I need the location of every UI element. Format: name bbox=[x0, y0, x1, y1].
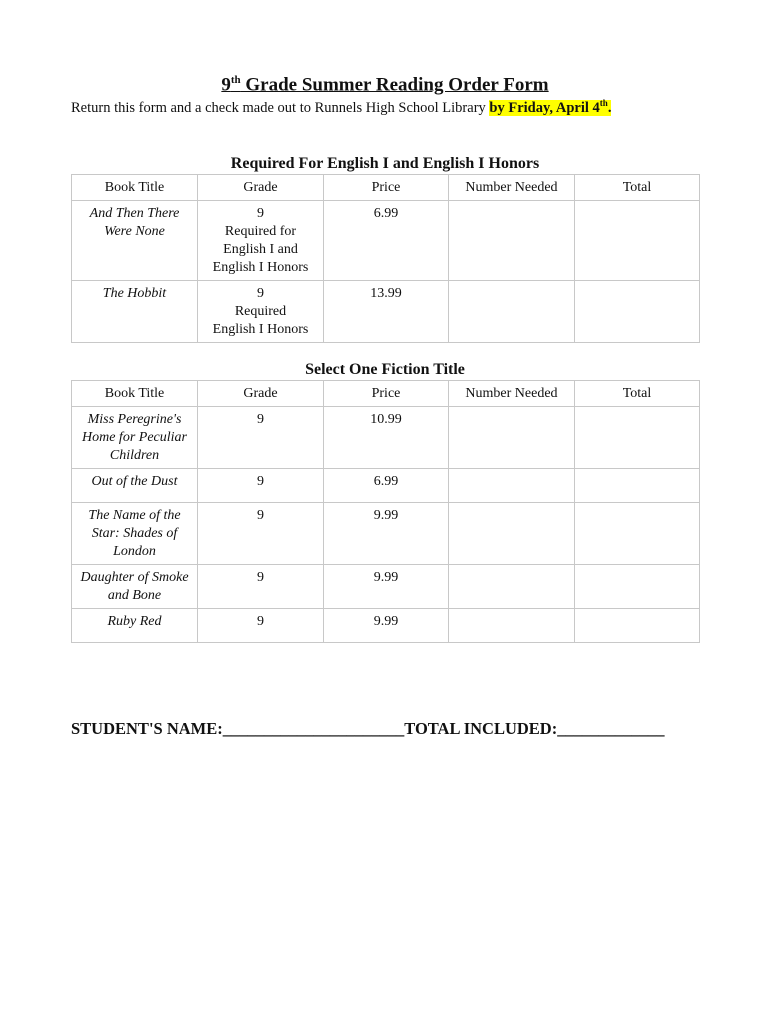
deadline-superscript: th bbox=[599, 98, 608, 108]
total-cell[interactable] bbox=[575, 469, 700, 503]
price-cell: 13.99 bbox=[324, 281, 449, 343]
book-title-cell: And Then There Were None bbox=[72, 201, 198, 281]
title-superscript: th bbox=[230, 74, 241, 86]
deadline-period: . bbox=[607, 99, 612, 116]
price-cell: 9.99 bbox=[324, 609, 449, 643]
title-number: 9 bbox=[221, 74, 231, 96]
book-title-cell: Ruby Red bbox=[72, 609, 198, 643]
number-needed-cell[interactable] bbox=[449, 407, 575, 469]
grade-cell: 9 bbox=[198, 609, 324, 643]
table-row bbox=[72, 407, 700, 469]
column-header: Grade bbox=[198, 175, 324, 201]
table-row bbox=[72, 503, 700, 565]
grade-line: Required for bbox=[224, 224, 297, 239]
price-cell: 9.99 bbox=[324, 565, 449, 609]
total-cell[interactable] bbox=[575, 201, 700, 281]
student-name-label: STUDENT'S NAME: bbox=[71, 719, 223, 738]
book-title-cell: Daughter of Smoke and Bone bbox=[72, 565, 198, 609]
grade-line: 9 bbox=[257, 286, 264, 301]
column-header: Price bbox=[324, 175, 449, 201]
grade-cell bbox=[198, 281, 324, 343]
total-cell[interactable] bbox=[575, 407, 700, 469]
table-row bbox=[72, 281, 700, 343]
grade-cell bbox=[198, 201, 324, 281]
grade-cell: 9 bbox=[198, 407, 324, 469]
number-needed-cell[interactable] bbox=[449, 469, 575, 503]
table-row bbox=[72, 565, 700, 609]
book-title-cell: Out of the Dust bbox=[72, 469, 198, 503]
book-title-cell: The Name of the Star: Shades of London bbox=[72, 503, 198, 565]
total-included-label: TOTAL INCLUDED: bbox=[404, 719, 558, 738]
number-needed-cell[interactable] bbox=[449, 281, 575, 343]
grade-cell: 9 bbox=[198, 503, 324, 565]
student-name-blank[interactable]: ______________________ bbox=[222, 719, 405, 738]
number-needed-cell[interactable] bbox=[449, 565, 575, 609]
book-title-cell: The Hobbit bbox=[72, 281, 198, 343]
grade-line: 9 bbox=[257, 206, 264, 221]
column-header: Total bbox=[575, 175, 700, 201]
price-cell: 10.99 bbox=[324, 407, 449, 469]
title-text: Grade Summer Reading Order Form bbox=[240, 74, 549, 96]
grade-cell: 9 bbox=[198, 469, 324, 503]
signature-line bbox=[71, 719, 721, 739]
fiction-section-heading: Select One Fiction Title bbox=[305, 361, 465, 378]
grade-line: Required bbox=[234, 304, 287, 319]
fiction-books-table bbox=[71, 380, 700, 643]
table-header-row bbox=[72, 381, 700, 407]
grade-cell: 9 bbox=[198, 565, 324, 609]
required-section-heading: Required For English I and English I Honors bbox=[230, 155, 540, 172]
total-cell[interactable] bbox=[575, 609, 700, 643]
book-title-cell: Miss Peregrine's Home for Peculiar Children bbox=[72, 407, 198, 469]
column-header: Number Needed bbox=[449, 175, 575, 201]
column-header: Number Needed bbox=[449, 381, 575, 407]
table-row bbox=[72, 201, 700, 281]
grade-line: English I and bbox=[223, 242, 298, 257]
table-row bbox=[72, 469, 700, 503]
table-row bbox=[72, 609, 700, 643]
price-cell: 6.99 bbox=[324, 469, 449, 503]
column-header: Total bbox=[575, 381, 700, 407]
number-needed-cell[interactable] bbox=[449, 503, 575, 565]
grade-line: English I Honors bbox=[212, 322, 309, 337]
price-cell: 9.99 bbox=[324, 503, 449, 565]
total-included-blank[interactable]: _____________ bbox=[557, 719, 665, 738]
page-title bbox=[0, 74, 770, 96]
price-cell: 6.99 bbox=[324, 201, 449, 281]
instructions-text: Return this form and a check made out to Runnels High School Library bbox=[71, 99, 490, 116]
number-needed-cell[interactable] bbox=[449, 609, 575, 643]
table-header-row bbox=[72, 175, 700, 201]
deadline-text: by Friday, April 4 bbox=[489, 99, 600, 116]
column-header: Book Title bbox=[72, 175, 198, 201]
column-header: Price bbox=[324, 381, 449, 407]
number-needed-cell[interactable] bbox=[449, 201, 575, 281]
deadline-highlight bbox=[489, 100, 611, 116]
column-header: Book Title bbox=[72, 381, 198, 407]
column-header: Grade bbox=[198, 381, 324, 407]
total-cell[interactable] bbox=[575, 565, 700, 609]
grade-line: English I Honors bbox=[212, 260, 309, 275]
total-cell[interactable] bbox=[575, 503, 700, 565]
required-books-table bbox=[71, 174, 700, 343]
total-cell[interactable] bbox=[575, 281, 700, 343]
instructions bbox=[71, 98, 751, 117]
